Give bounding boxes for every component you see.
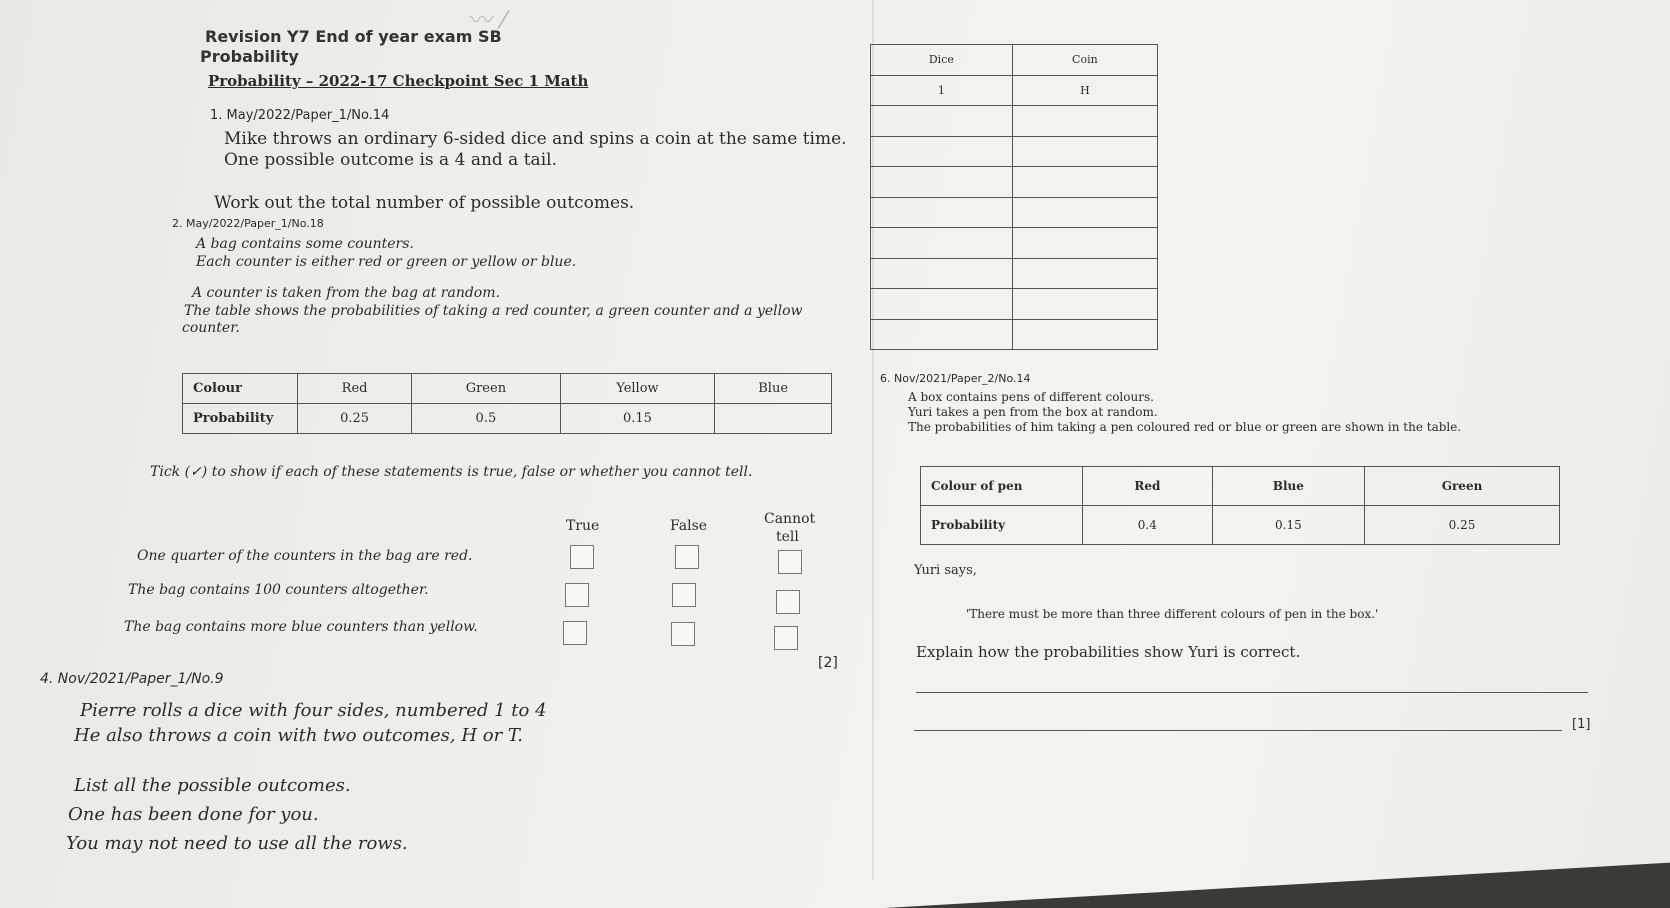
cell-colour-of-pen: Colour of pen xyxy=(921,467,1083,506)
q4-line5: You may not need to use all the rows. xyxy=(66,833,408,854)
cell-red: Red xyxy=(1083,467,1213,506)
outcome-cell[interactable] xyxy=(1012,167,1157,198)
outcomes-table xyxy=(870,44,1158,350)
source-title: Probability – 2022-17 Checkpoint Sec 1 Math xyxy=(208,72,589,90)
cell-yellow-prob: 0.15 xyxy=(560,404,715,434)
q6-marks: [1] xyxy=(1572,717,1591,732)
q2-instruction: Tick (✓) to show if each of these statements is true, false or whether you cannot tell. xyxy=(150,464,753,480)
outcome-cell[interactable] xyxy=(871,319,1013,350)
cell-blue-prob: 0.15 xyxy=(1212,506,1364,545)
cell-probability: Probability xyxy=(183,404,298,434)
outcome-cell[interactable] xyxy=(1012,319,1157,350)
q6-ref: 6. Nov/2021/Paper_2/No.14 xyxy=(880,372,1031,385)
q4-line2: He also throws a coin with two outcomes, H or T. xyxy=(74,725,523,746)
col-false: False xyxy=(670,518,708,534)
col-cannot: Cannot xyxy=(764,511,816,527)
q6-line2: Yuri takes a pen from the box at random. xyxy=(908,405,1158,419)
q2-marks: [2] xyxy=(818,655,838,671)
q6-explain: Explain how the probabilities show Yuri is correct. xyxy=(916,643,1301,661)
worksheet-title: Revision Y7 End of year exam SB xyxy=(205,27,502,46)
answer-line-2[interactable] xyxy=(914,730,1562,731)
tick-box-s1-cannot[interactable] xyxy=(778,550,802,574)
outcome-cell[interactable] xyxy=(871,197,1013,228)
q2-line1: A bag contains some counters. xyxy=(196,236,414,252)
outcome-cell[interactable] xyxy=(871,106,1013,137)
statement-3: The bag contains more blue counters than yellow. xyxy=(124,619,478,635)
tick-box-s3-true[interactable] xyxy=(563,621,587,645)
cell-blue: Blue xyxy=(1212,467,1364,506)
cell-probability: Probability xyxy=(921,506,1083,545)
cell-colour: Colour xyxy=(183,374,298,404)
row1-dice: 1 xyxy=(871,75,1013,106)
statement-2: The bag contains 100 counters altogether. xyxy=(128,582,429,598)
q1-ref: 1. May/2022/Paper_1/No.14 xyxy=(210,108,390,123)
q2-line2: Each counter is either red or green or yellow or blue. xyxy=(196,254,577,270)
tick-box-s2-cannot[interactable] xyxy=(776,590,800,614)
statement-1: One quarter of the counters in the bag are red. xyxy=(137,548,473,564)
tick-box-s2-true[interactable] xyxy=(565,583,589,607)
col-tell: tell xyxy=(776,529,799,545)
q2-line3: A counter is taken from the bag at random. xyxy=(192,285,500,301)
tick-box-s1-true[interactable] xyxy=(570,545,594,569)
row1-coin: H xyxy=(1012,75,1157,106)
outcome-cell[interactable] xyxy=(871,228,1013,259)
cell-yellow: Yellow xyxy=(560,374,715,404)
yuri-quote: 'There must be more than three different colours of pen in the box.' xyxy=(966,607,1379,621)
col-true: True xyxy=(566,518,600,534)
cell-green-prob: 0.25 xyxy=(1365,506,1560,545)
q2-line5: counter. xyxy=(182,320,240,336)
cell-blue-prob[interactable] xyxy=(715,404,832,434)
cell-red-prob: 0.4 xyxy=(1083,506,1213,545)
q2-line4: The table shows the probabilities of taking a red counter, a green counter and a yellow xyxy=(184,303,803,319)
cell-green: Green xyxy=(1365,467,1560,506)
tick-box-s1-false[interactable] xyxy=(675,545,699,569)
cell-blue: Blue xyxy=(715,374,832,404)
outcome-cell[interactable] xyxy=(1012,258,1157,289)
header-dice: Dice xyxy=(871,45,1013,76)
outcome-cell[interactable] xyxy=(1012,289,1157,320)
outcome-cell[interactable] xyxy=(1012,228,1157,259)
tick-box-s3-false[interactable] xyxy=(671,622,695,646)
counter-probability-table xyxy=(182,373,832,434)
outcome-cell[interactable] xyxy=(871,167,1013,198)
q1-line2: One possible outcome is a 4 and a tail. xyxy=(224,150,557,170)
cell-red-prob: 0.25 xyxy=(298,404,412,434)
outcome-cell[interactable] xyxy=(871,136,1013,167)
answer-line-1[interactable] xyxy=(916,692,1588,693)
yuri-says: Yuri says, xyxy=(914,563,977,578)
q1-line3: Work out the total number of possible outcomes. xyxy=(214,193,635,213)
header-coin: Coin xyxy=(1012,45,1157,76)
faint-handwriting: 〰︎ ⁄ xyxy=(470,6,506,34)
q4-line3: List all the possible outcomes. xyxy=(74,775,351,796)
outcome-cell[interactable] xyxy=(1012,197,1157,228)
outcome-cell[interactable] xyxy=(871,258,1013,289)
q4-line1: Pierre rolls a dice with four sides, numbered 1 to 4 xyxy=(80,700,547,721)
q2-ref: 2. May/2022/Paper_1/No.18 xyxy=(172,217,324,230)
q4-ref: 4. Nov/2021/Paper_1/No.9 xyxy=(40,671,224,687)
tick-box-s3-cannot[interactable] xyxy=(774,626,798,650)
q4-line4: One has been done for you. xyxy=(68,804,319,825)
outcome-cell[interactable] xyxy=(1012,106,1157,137)
tick-box-s2-false[interactable] xyxy=(672,583,696,607)
outcome-cell[interactable] xyxy=(871,289,1013,320)
cell-green-prob: 0.5 xyxy=(412,404,560,434)
cell-green: Green xyxy=(412,374,560,404)
cell-red: Red xyxy=(298,374,412,404)
q6-line3: The probabilities of him taking a pen coloured red or blue or green are shown in the table. xyxy=(908,420,1462,434)
pen-probability-table xyxy=(920,466,1560,545)
outcome-cell[interactable] xyxy=(1012,136,1157,167)
q1-line1: Mike throws an ordinary 6-sided dice and spins a coin at the same time. xyxy=(224,129,847,149)
q6-line1: A box contains pens of different colours. xyxy=(908,390,1154,404)
topic-title: Probability xyxy=(200,47,299,66)
